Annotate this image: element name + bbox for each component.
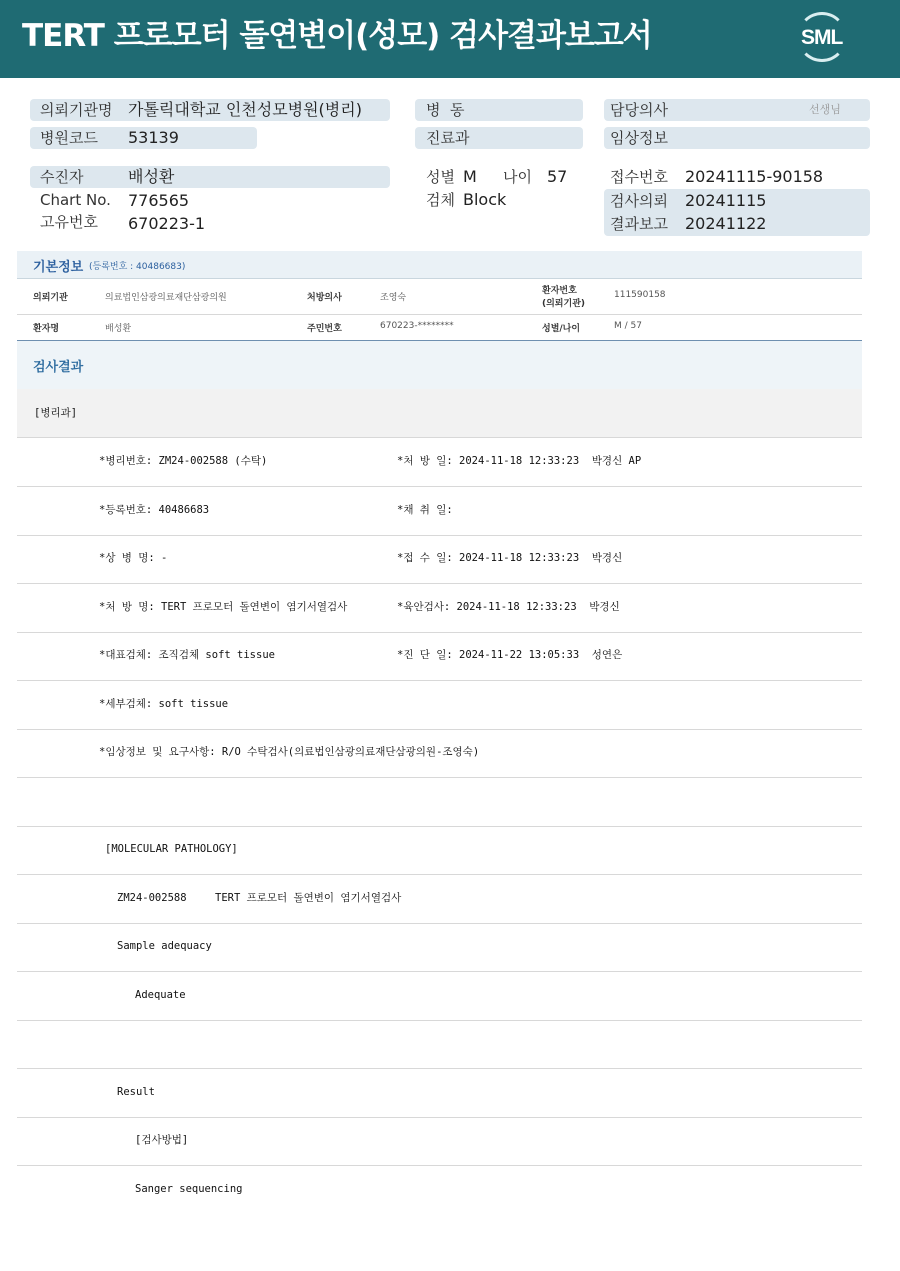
basic-info-header — [17, 251, 862, 279]
result-line-right: *진 단 일: 2024-11-22 13:05:33 성연은 — [397, 649, 623, 661]
result-report-label: 결과보고 — [610, 215, 668, 233]
blank-row — [17, 778, 862, 827]
institution-value: 가톨릭대학교 인천성모병원(병리) — [128, 100, 362, 119]
molecular-test-row — [17, 875, 862, 924]
basic-name-label: 환자명 — [33, 324, 60, 334]
section-row — [17, 389, 862, 438]
result-line — [17, 632, 862, 681]
basic-patient-no-value: 111590158 — [614, 290, 666, 300]
basic-info-subtitle: (등록번호 : 40486683) — [89, 262, 186, 272]
age-label: 나이 — [503, 168, 532, 186]
basic-patient-no-label-sub: (의뢰기관) — [542, 299, 586, 309]
department-label: 진료과 — [426, 129, 470, 147]
basic-prescriber-label: 처방의사 — [307, 293, 342, 303]
sml-logo — [795, 12, 853, 68]
doctor-suffix: 선생님 — [809, 103, 841, 116]
section-label: [병리과] — [34, 407, 78, 419]
result-label: Result — [117, 1086, 155, 1098]
request-label: 검사의뢰 — [610, 192, 668, 210]
molecular-header-row — [17, 826, 862, 875]
results-header — [17, 340, 862, 390]
sex-label: 성별 — [426, 168, 455, 186]
patient-value: 배성환 — [128, 167, 175, 186]
method-label-row — [17, 1117, 862, 1166]
basic-sex-age-value: M / 57 — [614, 321, 642, 331]
chart-value: 776565 — [128, 191, 190, 210]
unique-value: 670223-1 — [128, 214, 206, 233]
result-line-left: *등록번호: 40486683 — [99, 504, 210, 516]
sample-adequacy-value: Adequate — [135, 989, 186, 1001]
receipt-value: 20241115-90158 — [685, 167, 824, 186]
sample-adequacy-row — [17, 923, 862, 972]
specimen-label: 검체 — [426, 191, 455, 209]
basic-info-title: 기본정보 — [33, 260, 84, 275]
basic-institution-value: 의료법인삼광의료재단삼광의원 — [105, 293, 227, 303]
result-line-left: *대표검체: 조직검체 soft tissue — [99, 649, 275, 661]
result-report-value: 20241122 — [685, 214, 767, 233]
method-value-row — [17, 1166, 862, 1214]
basic-info-row — [17, 315, 862, 339]
age-value: 57 — [547, 167, 568, 186]
institution-label: 의뢰기관명 — [40, 101, 113, 119]
basic-prescriber-value: 조영숙 — [380, 293, 407, 303]
molecular-header: [MOLECULAR PATHOLOGY] — [105, 843, 238, 855]
basic-resident-label: 주민번호 — [307, 324, 342, 334]
specimen-value: Block — [463, 190, 507, 209]
result-line — [17, 729, 862, 778]
ward-label: 병 동 — [426, 101, 465, 119]
chart-label: Chart No. — [40, 191, 111, 209]
basic-sex-age-label: 성별/나이 — [542, 324, 581, 334]
sample-adequacy-value-row — [17, 972, 862, 1021]
result-line — [17, 681, 862, 730]
hospital-code-label: 병원코드 — [40, 129, 98, 147]
result-line-left: *처 방 명: TERT 프로모터 돌연변이 염기서열검사 — [99, 601, 348, 613]
result-line-right: *접 수 일: 2024-11-18 12:33:23 박경신 — [397, 552, 623, 564]
sample-adequacy-label: Sample adequacy — [117, 940, 212, 952]
basic-name-value: 배성환 — [105, 324, 132, 334]
result-label-row — [17, 1069, 862, 1118]
result-line — [17, 438, 862, 487]
basic-institution-label: 의뢰기관 — [33, 293, 68, 303]
hospital-code-value: 53139 — [128, 128, 179, 147]
clinical-info-label: 임상정보 — [610, 129, 668, 147]
blank-row — [17, 1020, 862, 1069]
method-label: [검사방법] — [135, 1134, 189, 1146]
logo-text: SML — [801, 26, 843, 49]
result-line-left: *상 병 명: - — [99, 552, 168, 564]
method-value: Sanger sequencing — [135, 1183, 243, 1195]
result-line-left: *세부검체: soft tissue — [99, 698, 229, 710]
results-title: 검사결과 — [33, 360, 84, 375]
result-line-left: *임상정보 및 요구사항: R/O 수탁검사(의료법인삼광의료재단삼광의원-조영숙) — [99, 746, 480, 758]
doctor-label: 담당의사 — [610, 101, 668, 119]
basic-info-row — [17, 279, 862, 315]
receipt-label: 접수번호 — [610, 168, 668, 186]
result-line — [17, 535, 862, 584]
result-line-left: *병리번호: ZM24-002588 (수탁) — [99, 455, 268, 467]
result-line — [17, 487, 862, 536]
request-value: 20241115 — [685, 191, 767, 210]
result-line — [17, 584, 862, 633]
molecular-test: TERT 프로모터 돌연변이 염기서열검사 — [215, 892, 402, 904]
sex-value: M — [463, 167, 477, 186]
result-line-right: *육안검사: 2024-11-18 12:33:23 박경신 — [397, 601, 620, 613]
basic-patient-no-label: 환자번호 — [542, 286, 577, 296]
report-title: TERT 프로모터 돌연변이(성모) 검사결과보고서 — [22, 18, 652, 54]
result-line-right: *처 방 일: 2024-11-18 12:33:23 박경신 AP — [397, 455, 642, 467]
patient-label: 수진자 — [40, 168, 84, 186]
result-line-right: *채 취 일: — [397, 504, 453, 516]
report-header — [0, 0, 900, 78]
unique-label: 고유번호 — [40, 213, 98, 231]
basic-resident-value: 670223-******** — [380, 321, 454, 331]
patient-box — [30, 166, 390, 188]
molecular-id: ZM24-002588 — [117, 892, 187, 904]
